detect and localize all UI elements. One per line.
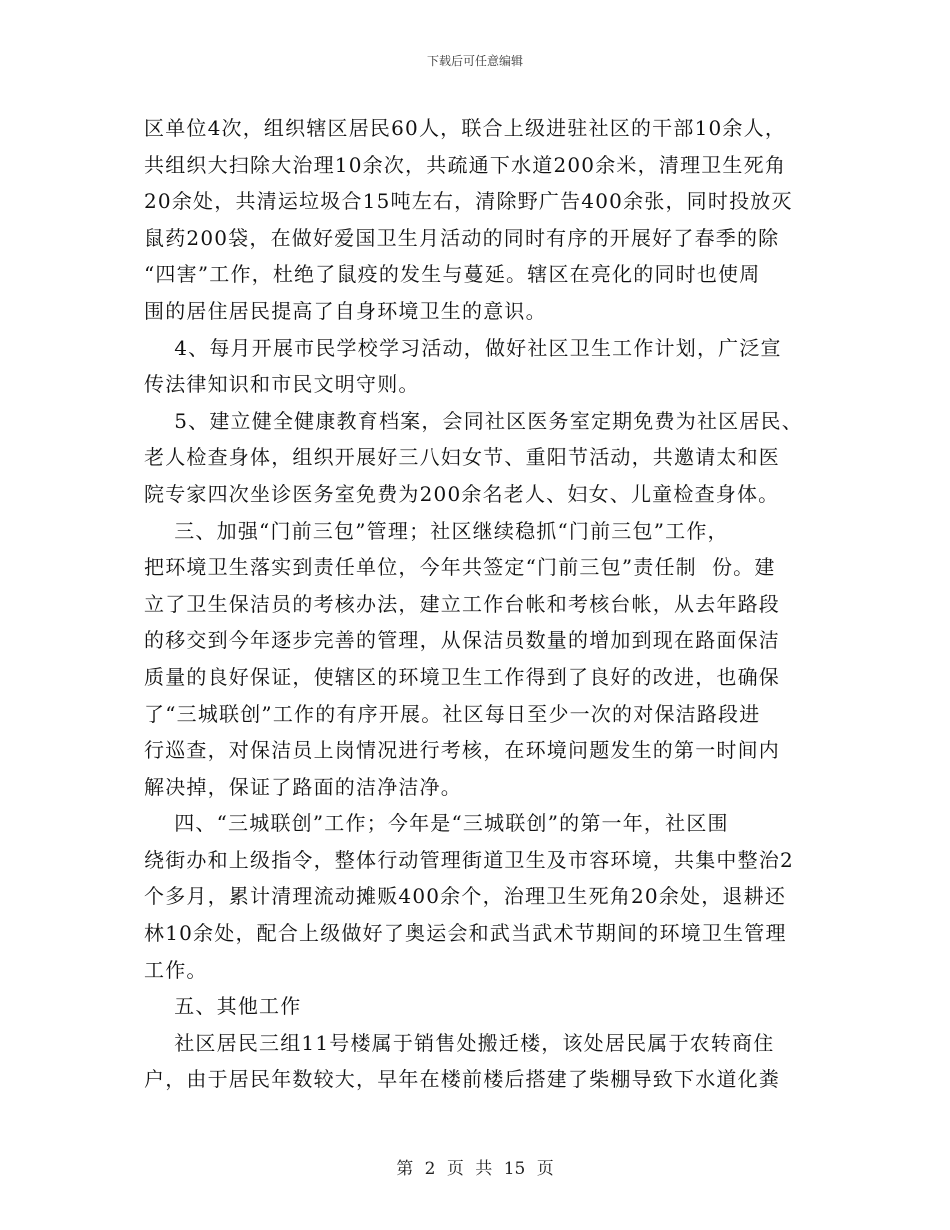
text-line: 四、“三城联创”工作；今年是“三城联创”的第一年，社区围 <box>144 811 729 836</box>
text-line: 五、其他工作 <box>144 994 302 1019</box>
text-line: 区单位4次，组织辖区居民60人，联合上级进驻社区的干部10余人， <box>144 116 787 140</box>
text-line: 解决掉，保证了路面的洁净洁净。 <box>144 774 462 799</box>
text-line: 立了卫生保洁员的考核办法，建立工作台帐和考核台帐，从去年路段 <box>144 591 780 616</box>
text-line: 20余处，共清运垃圾合15吨左右，清除野广告400余张，同时投放灭 <box>144 189 793 214</box>
text-line: 林10余处，配合上级做好了奥运会和武当武术节期间的环境卫生管理 <box>144 921 787 946</box>
text-line: 了“三城联创”工作的有序开展。社区每日至少一次的对保洁路段进 <box>144 701 761 726</box>
text-line: 个多月，累计清理流动摊贩400余个，治理卫生死角20余处，退耕还 <box>144 884 787 909</box>
text-line: 工作。 <box>144 957 208 982</box>
text-line: 老人检查身体，组织开展好三八妇女节、重阳节活动，共邀请太和医 <box>144 445 780 470</box>
text-line: 鼠药200袋，在做好爱国卫生月活动的同时有序的开展好了春季的除 <box>144 225 780 250</box>
text-line: “四害”工作，杜绝了鼠疫的发生与蔓延。辖区在亮化的同时也使周 <box>144 262 761 287</box>
text-line: 传法律知识和市民文明守则。 <box>144 372 420 397</box>
text-line: 行巡查，对保洁员上岗情况进行考核，在环境问题发生的第一时间内 <box>144 738 780 763</box>
text-line: 绕街办和上级指令，整体行动管理街道卫生及市容环境，共集中整治2 <box>144 847 794 872</box>
text-line: 质量的良好保证，使辖区的环境卫生工作得到了良好的改进，也确保 <box>144 664 780 689</box>
text-line: 户，由于居民年数较大，早年在楼前楼后搭建了柴棚导致下水道化粪 <box>144 1067 780 1092</box>
text-line: 把环境卫生落实到责任单位，今年共签定“门前三包”责任制 份。建 <box>144 555 776 580</box>
text-line: 共组织大扫除大治理10余次，共疏通下水道200余米，清理卫生死角 <box>144 152 787 177</box>
page-header: 下载后可任意编辑 <box>426 54 523 68</box>
text-line: 的移交到今年逐步完善的管理，从保洁员数量的增加到现在路面保洁 <box>144 628 780 653</box>
text-line: 三、加强“门前三包”管理；社区继续稳抓“门前三包”工作， <box>144 518 729 543</box>
text-line: 围的居住居民提高了自身环境卫生的意识。 <box>144 298 547 323</box>
text-line: 4、每月开展市民学校学习活动，做好社区卫生工作计划，广泛宣 <box>144 335 782 360</box>
page-number: 第 2 页 共 15 页 <box>396 1159 554 1179</box>
text-line: 院专家四次坐诊医务室免费为200余名老人、妇女、儿童检查身体。 <box>144 481 780 506</box>
text-line: 5、建立健全健康教育档案，会同社区医务室定期免费为社区居民、 <box>144 408 803 433</box>
document-body <box>144 110 834 1098</box>
text-line: 社区居民三组11号楼属于销售处搬迁楼，该处居民属于农转商住 <box>144 1030 775 1055</box>
